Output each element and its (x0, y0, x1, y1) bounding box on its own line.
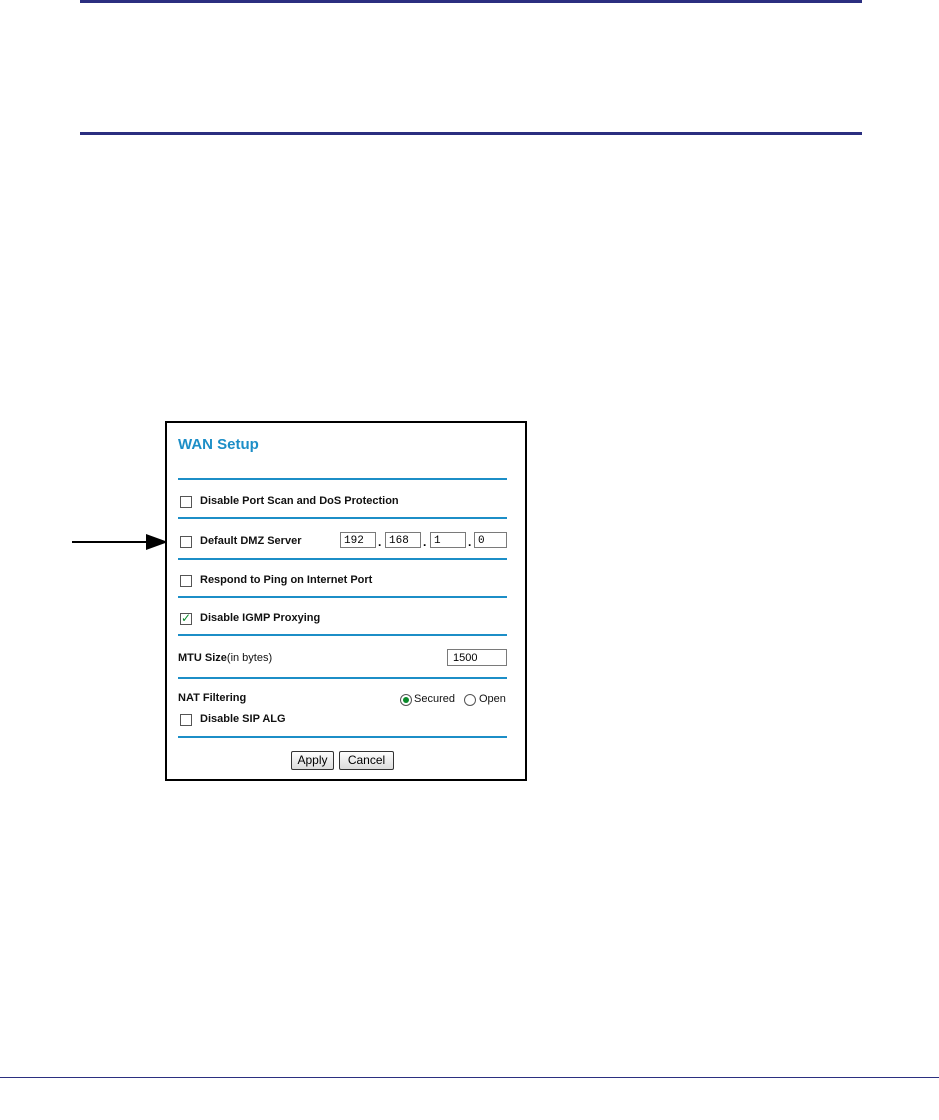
section-separator (178, 478, 507, 480)
nat-secured-radio[interactable] (400, 694, 412, 706)
mtu-size-label-bold: MTU Size (178, 652, 227, 664)
dmz-ip-octet-4[interactable]: 0 (474, 532, 507, 548)
default-dmz-label: Default DMZ Server (200, 535, 302, 547)
disable-igmp-checkbox[interactable] (180, 613, 192, 625)
nat-open-radio[interactable] (464, 694, 476, 706)
section-separator (178, 677, 507, 679)
ip-dot: . (423, 535, 427, 549)
disable-port-scan-label: Disable Port Scan and DoS Protection (200, 495, 399, 507)
dmz-ip-octet-2[interactable]: 168 (385, 532, 421, 548)
mtu-size-label (178, 652, 272, 664)
respond-ping-label: Respond to Ping on Internet Port (200, 574, 373, 586)
page-footer-rule (0, 1077, 939, 1078)
apply-button[interactable]: Apply (291, 751, 334, 770)
section-separator (178, 558, 507, 560)
disable-igmp-label: Disable IGMP Proxying (200, 612, 321, 624)
page-header-rule (80, 132, 862, 135)
mtu-size-input[interactable]: 1500 (447, 649, 507, 666)
section-separator (178, 517, 507, 519)
disable-sip-alg-label: Disable SIP ALG (200, 713, 286, 725)
respond-ping-checkbox[interactable] (180, 575, 192, 587)
disable-port-scan-checkbox[interactable] (180, 496, 192, 508)
disable-sip-alg-checkbox[interactable] (180, 714, 192, 726)
cancel-button[interactable]: Cancel (339, 751, 394, 770)
page-title: WAN Setup (178, 436, 259, 453)
section-separator (178, 634, 507, 636)
section-separator (178, 736, 507, 738)
ip-dot: . (468, 535, 472, 549)
nat-open-label: Open (479, 693, 506, 705)
page-top-rule (80, 0, 862, 3)
callout-arrow-line (72, 541, 150, 543)
wan-setup-panel (165, 421, 527, 781)
dmz-ip-octet-3[interactable]: 1 (430, 532, 466, 548)
section-separator (178, 596, 507, 598)
mtu-size-label-unit: (in bytes) (226, 652, 273, 664)
default-dmz-checkbox[interactable] (180, 536, 192, 548)
nat-secured-label: Secured (414, 693, 455, 705)
radio-selected-dot (403, 697, 409, 703)
ip-dot: . (378, 535, 382, 549)
dmz-ip-octet-1[interactable]: 192 (340, 532, 376, 548)
checkmark-icon: ✓ (181, 611, 192, 625)
nat-filtering-label: NAT Filtering (178, 692, 247, 704)
